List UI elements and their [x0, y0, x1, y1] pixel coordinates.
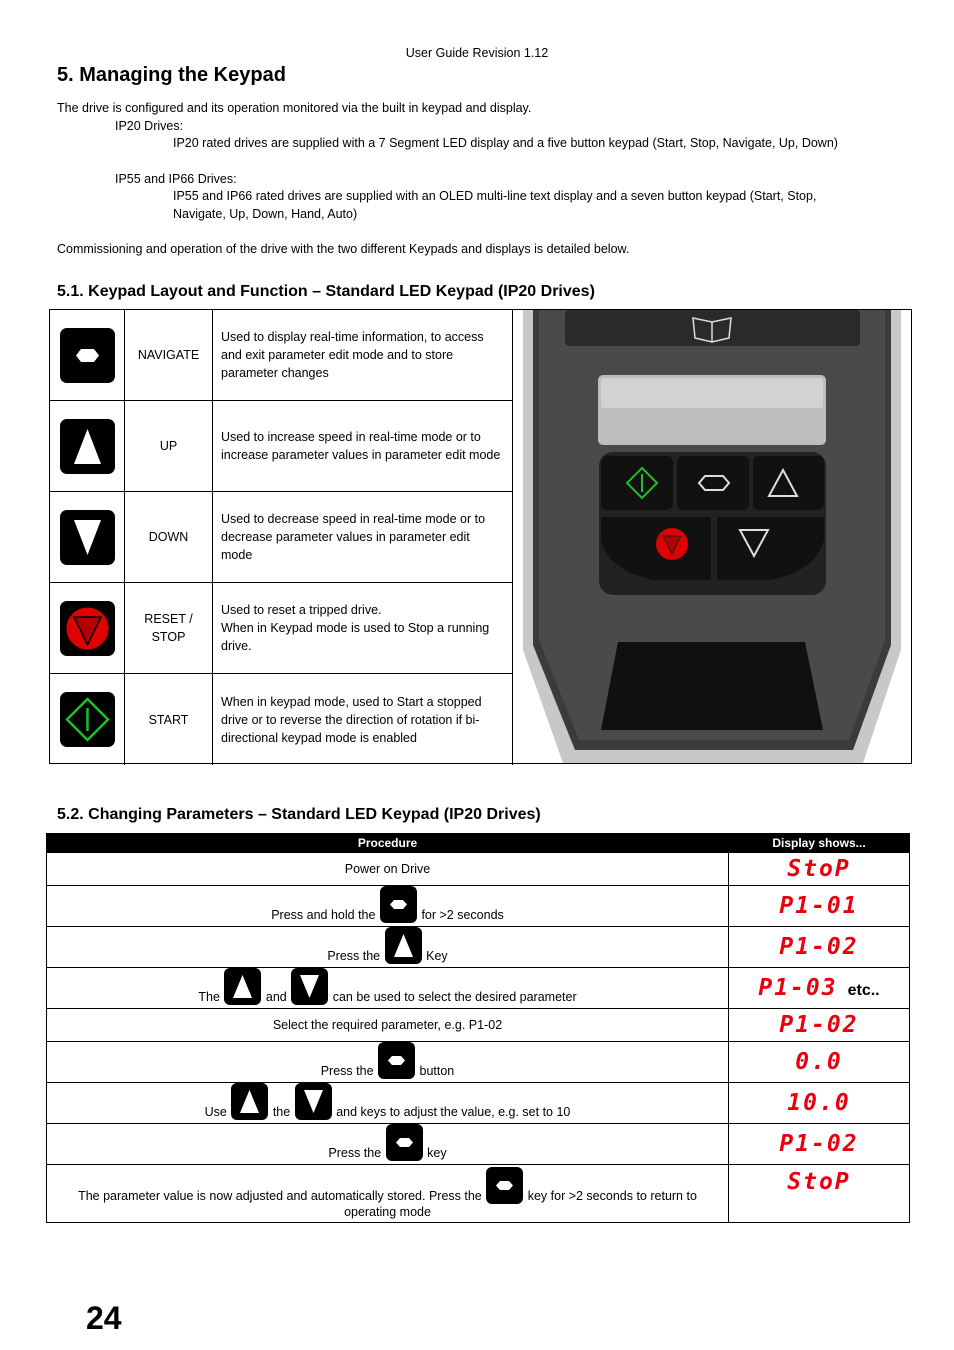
key-name: START: [125, 674, 213, 765]
led-display: StoP: [787, 1169, 851, 1195]
stop-icon: [60, 601, 115, 656]
ip20-text: IP20 rated drives are supplied with a 7 Segment LED display and a five button keypad (Start, Stop, Navigate, Up, Down): [173, 136, 838, 150]
keypad-row-up: [50, 401, 513, 492]
up-arrow-icon: [231, 1083, 268, 1120]
keypad-illustration: [513, 310, 911, 763]
step-text: The parameter value is now adjusted and automatically stored. Press the key for >2 seconds to return to operating mode: [47, 1165, 729, 1223]
key-description: When in keypad mode, used to Start a stopped drive or to reverse the direction of rotation if bi-directional keypad mode is enabled: [213, 674, 513, 765]
procedure-header: Procedure: [47, 834, 729, 853]
ip55-text-line2: Navigate, Up, Down, Hand, Auto): [173, 207, 358, 221]
down-arrow-icon: [60, 510, 115, 565]
step-text: Press the key: [47, 1124, 729, 1165]
ip55-label: IP55 and IP66 Drives:: [115, 172, 237, 186]
display-header: Display shows...: [729, 834, 910, 853]
table-row: [47, 927, 910, 968]
keypad-row-down: [50, 492, 513, 583]
section-5-2-heading: 5.2. Changing Parameters – Standard LED Keypad (IP20 Drives): [57, 806, 541, 823]
step-text: Select the required parameter, e.g. P1-02: [47, 1009, 729, 1042]
table-row: [47, 1009, 910, 1042]
led-display: P1-03: [758, 975, 838, 1001]
navigate-icon: [486, 1167, 523, 1204]
procedure-table: [46, 833, 910, 1223]
table-row: [47, 853, 910, 886]
key-name: UP: [125, 401, 213, 491]
keypad-row-navigate: [50, 310, 513, 401]
navigate-icon: [378, 1042, 415, 1079]
commissioning-text: Commissioning and operation of the drive with the two different Keypads and displays is detailed below.: [57, 242, 630, 256]
keypad-row-stop: [50, 583, 513, 674]
keypad-row-start: [50, 674, 513, 765]
table-row: [47, 886, 910, 927]
led-display: P1-02: [779, 934, 859, 960]
up-arrow-icon: [60, 419, 115, 474]
key-description: Used to decrease speed in real-time mode or to decrease parameter values in parameter edit mode: [213, 492, 513, 582]
step-text: Press the button: [47, 1042, 729, 1083]
section-5-1-heading: 5.1. Keypad Layout and Function – Standard LED Keypad (IP20 Drives): [57, 283, 595, 300]
step-text: The and can be used to select the desired parameter: [47, 968, 729, 1009]
ip55-text-line1: IP55 and IP66 rated drives are supplied with an OLED multi-line text display and a seven button keypad (Start, Stop,: [173, 189, 817, 203]
step-text: Press the Key: [47, 927, 729, 968]
key-name: RESET / STOP: [125, 583, 213, 673]
led-display: P1-01: [779, 893, 859, 919]
keypad-function-table: [49, 309, 912, 764]
step-text: Press and hold the for >2 seconds: [47, 886, 729, 927]
led-display: 10.0: [787, 1090, 851, 1116]
table-row: [47, 1165, 910, 1223]
page-title: 5. Managing the Keypad: [57, 64, 286, 86]
up-arrow-icon: [224, 968, 261, 1005]
down-arrow-icon: [295, 1083, 332, 1120]
up-arrow-icon: [385, 927, 422, 964]
page-header: User Guide Revision 1.12: [405, 46, 549, 60]
key-name: DOWN: [125, 492, 213, 582]
step-text: Use the and keys to adjust the value, e.g. set to 10: [47, 1083, 729, 1124]
intro-text: The drive is configured and its operation monitored via the built in keypad and display.: [57, 101, 532, 115]
navigate-icon: [60, 328, 115, 383]
table-row: [47, 1083, 910, 1124]
table-row: [47, 1042, 910, 1083]
table-row: [47, 1124, 910, 1165]
key-description: Used to display real-time information, to access and exit parameter edit mode and to store parameter changes: [213, 310, 513, 400]
ip20-label: IP20 Drives:: [115, 119, 184, 133]
start-icon: [60, 692, 115, 747]
step-text: Power on Drive: [47, 853, 729, 886]
page-number: 24: [86, 1300, 122, 1336]
led-display: StoP: [787, 856, 851, 882]
etc-label: etc..: [847, 982, 880, 999]
table-row: [47, 968, 910, 1009]
led-display: 0.0: [795, 1049, 843, 1075]
key-name: NAVIGATE: [125, 310, 213, 400]
down-arrow-icon: [291, 968, 328, 1005]
led-display: P1-02: [779, 1131, 859, 1157]
key-description: Used to increase speed in real-time mode or to increase parameter values in parameter edit mode: [213, 401, 513, 491]
key-description: Used to reset a tripped drive. When in Keypad mode is used to Stop a running drive.: [213, 583, 513, 673]
navigate-icon: [380, 886, 417, 923]
navigate-icon: [386, 1124, 423, 1161]
led-display: P1-02: [779, 1012, 859, 1038]
